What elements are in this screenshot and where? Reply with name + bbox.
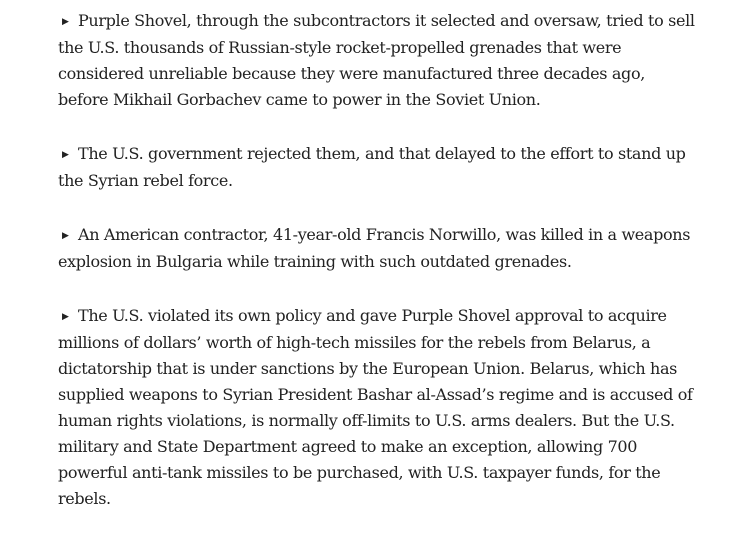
bullet-text: Purple Shovel, through the subcontractors it selected and oversaw, tried to sell the U.S. thousands of Russian-style rocket-propelled grenades that were considered unreliable because they were manufactured three decades ago, before Mikhail Gorbachev came to power in the Soviet Union. — [58, 11, 695, 109]
bullet-item — [58, 222, 698, 275]
bullet-item — [58, 8, 698, 113]
triangle-bullet-icon: ▶ — [62, 312, 69, 322]
triangle-bullet-icon: ▶ — [62, 150, 69, 160]
triangle-bullet-icon: ▶ — [62, 231, 69, 241]
bullet-text: The U.S. violated its own policy and gave Purple Shovel approval to acquire millions of dollars’ worth of high-tech missiles for the rebels from Belarus, a dictatorship that is under sanctions by the European Union. Belarus, which has supplied weapons to Syrian President Bashar al-Assad’s regime and is accused of human rights violations, is normally off-limits to U.S. arms dealers. But the U.S. military and State Department agreed to make an exception, allowing 700 powerful anti-tank missiles to be purchased, with U.S. taxpayer funds, for the rebels. — [58, 306, 693, 508]
triangle-bullet-icon: ▶ — [62, 17, 69, 27]
bullet-text: The U.S. government rejected them, and that delayed to the effort to stand up the Syrian rebel force. — [58, 144, 686, 190]
bullet-item — [58, 141, 698, 194]
bullet-item — [58, 303, 698, 512]
article-bullet-list — [58, 8, 698, 540]
bullet-text: An American contractor, 41-year-old Francis Norwillo, was killed in a weapons explosion in Bulgaria while training with such outdated grenades. — [58, 225, 691, 271]
